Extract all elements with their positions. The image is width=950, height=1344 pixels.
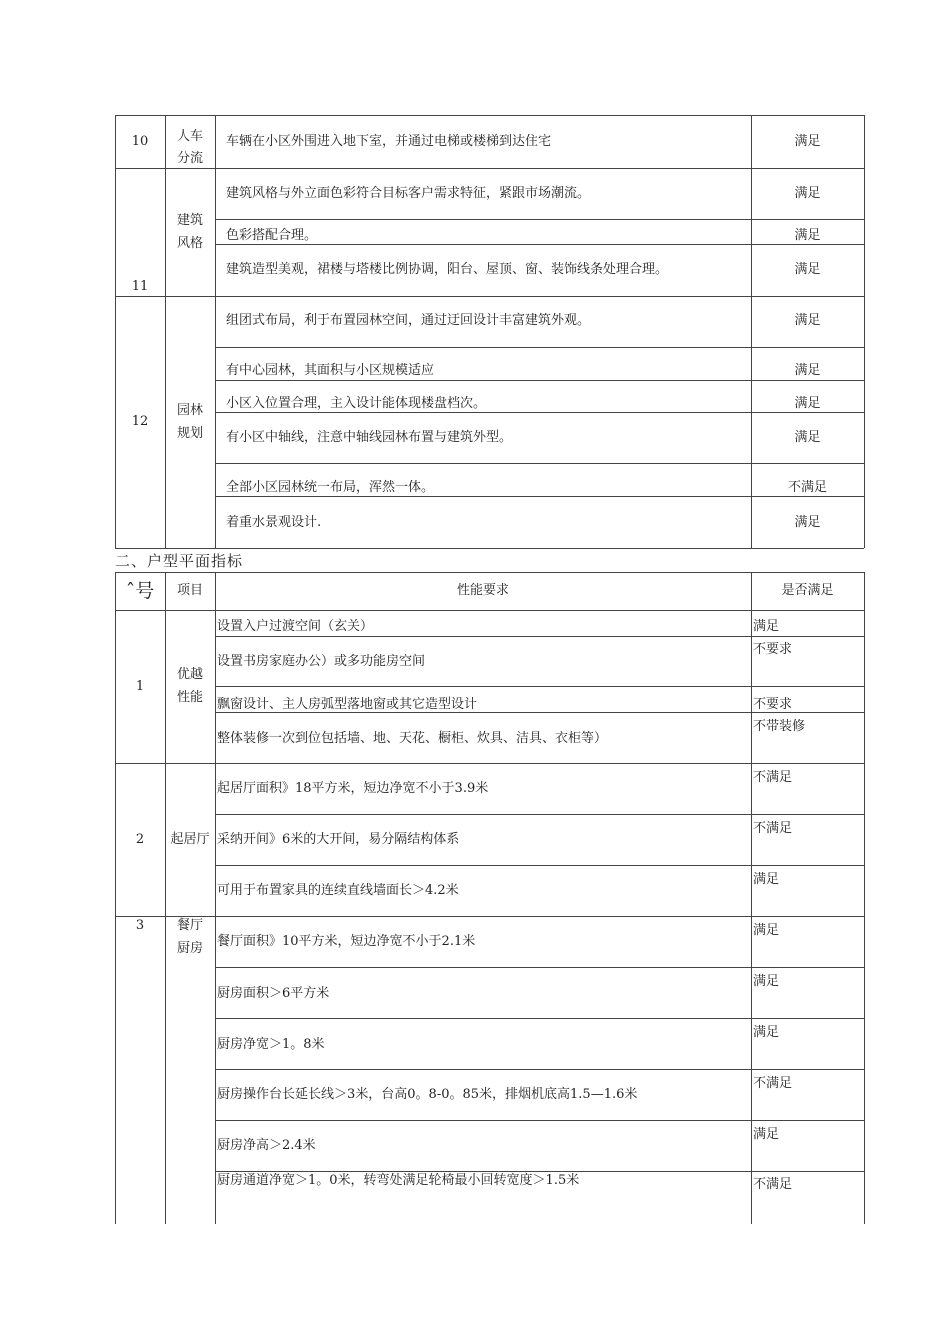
requirement-text: 厨房通道净宽＞1。0米，转弯处满足轮椅最小回转宽度＞1.5米: [217, 1173, 580, 1188]
row-number: 11: [131, 279, 149, 294]
requirement-text: 小区入位置合理，主入设计能体现楼盘档次。: [226, 396, 487, 411]
status-text: 不满足: [753, 770, 793, 785]
status-text: 不要求: [753, 697, 793, 712]
requirement-text: 整体装修一次到位包括墙、地、天花、橱柜、炊具、洁具、衣柜等）: [217, 731, 608, 746]
status-text: 满足: [794, 228, 821, 243]
item-label-line: 建筑: [176, 213, 203, 228]
status-text: 满足: [753, 872, 780, 887]
requirement-text: 厨房净宽＞1。8米: [217, 1037, 325, 1052]
requirement-text: 着重水景观设计.: [226, 515, 322, 530]
status-text: 满足: [794, 134, 821, 149]
requirement-text: 组团式布局，利于布置园林空间，通过迂回设计丰富建筑外观。: [226, 313, 591, 328]
status-text: 满足: [753, 974, 780, 989]
row-number: 1: [135, 679, 145, 694]
status-text: 满足: [794, 186, 821, 201]
item-label-line: 风格: [176, 236, 203, 251]
requirement-text: 厨房净高＞2.4米: [217, 1138, 316, 1153]
requirement-text: 色彩搭配合理。: [226, 228, 318, 243]
requirement-text: 设置书房家庭办公）或多功能房空间: [217, 654, 426, 669]
status-text: 满足: [794, 363, 821, 378]
status-text: 满足: [753, 619, 780, 634]
status-text: 不满足: [753, 1076, 793, 1091]
row-number: 2: [135, 832, 145, 847]
status-text: 满足: [794, 430, 821, 445]
status-text: 满足: [794, 313, 821, 328]
requirement-text: 飘窗设计、主人房弧型落地窗或其它造型设计: [217, 697, 478, 712]
item-label-line: 园林: [176, 403, 203, 418]
item-label-line: 规划: [176, 426, 203, 441]
row-number: 10: [131, 134, 149, 149]
row-number: 3: [135, 918, 145, 933]
item-label-line: 优越: [176, 667, 203, 682]
status-text: 不满足: [753, 821, 793, 836]
item-label-line: 性能: [176, 690, 203, 705]
status-text: 满足: [794, 515, 821, 530]
item-label-line: 人车: [176, 129, 203, 144]
item-label-line: 起居厅: [170, 832, 210, 847]
header-status: 是否满足: [781, 583, 834, 598]
status-text: 满足: [753, 1025, 780, 1040]
status-text: 满足: [753, 923, 780, 938]
requirement-text: 车辆在小区外围进入地下室，并通过电梯或楼梯到达住宅: [226, 134, 552, 149]
section-title: 二、户型平面指标: [115, 552, 244, 570]
requirement-text: 起居厅面积》18平方米，短边净宽不小于3.9米: [217, 781, 489, 796]
item-label-line: 分流: [176, 151, 203, 166]
status-text: 不带装修: [753, 719, 806, 734]
status-text: 满足: [794, 396, 821, 411]
requirement-text: 建筑造型美观，裙楼与塔楼比例协调，阳台、屋顶、窗、装饰线条处理合理。: [226, 262, 669, 277]
requirement-text: 全部小区园林统一布局，浑然一体。: [226, 480, 435, 495]
requirement-text: 设置入户过渡空间（玄关）: [217, 619, 374, 634]
requirement-text: 有小区中轴线，注意中轴线园林布置与建筑外型。: [226, 430, 513, 445]
status-text: 不要求: [753, 642, 793, 657]
status-text: 不满足: [787, 480, 827, 495]
requirement-text: 采纳开间》6米的大开间，易分隔结构体系: [217, 832, 460, 847]
requirement-text: 厨房操作台长延长线＞3米，台高0。8-0。85米，排烟机底高1.5—1.6米: [217, 1087, 638, 1102]
requirement-text: 厨房面积＞6平方米: [217, 986, 330, 1001]
header-number: ˆ号: [125, 580, 155, 602]
status-text: 满足: [794, 262, 821, 277]
header-requirement: 性能要求: [456, 583, 509, 598]
item-label-line: 餐厅: [176, 918, 203, 933]
header-item: 项目: [176, 583, 203, 598]
status-text: 满足: [753, 1127, 780, 1142]
row-number: 12: [131, 414, 149, 429]
requirement-text: 建筑风格与外立面色彩符合目标客户需求特征，紧跟市场潮流。: [226, 186, 591, 201]
requirement-text: 可用于布置家具的连续直线墙面长＞4.2米: [217, 883, 459, 898]
requirement-text: 餐厅面积》10平方米，短边净宽不小于2.1米: [217, 934, 476, 949]
item-label-line: 厨房: [176, 941, 203, 956]
status-text: 不满足: [753, 1177, 793, 1192]
requirement-text: 有中心园林，其面积与小区规模适应: [226, 363, 435, 378]
